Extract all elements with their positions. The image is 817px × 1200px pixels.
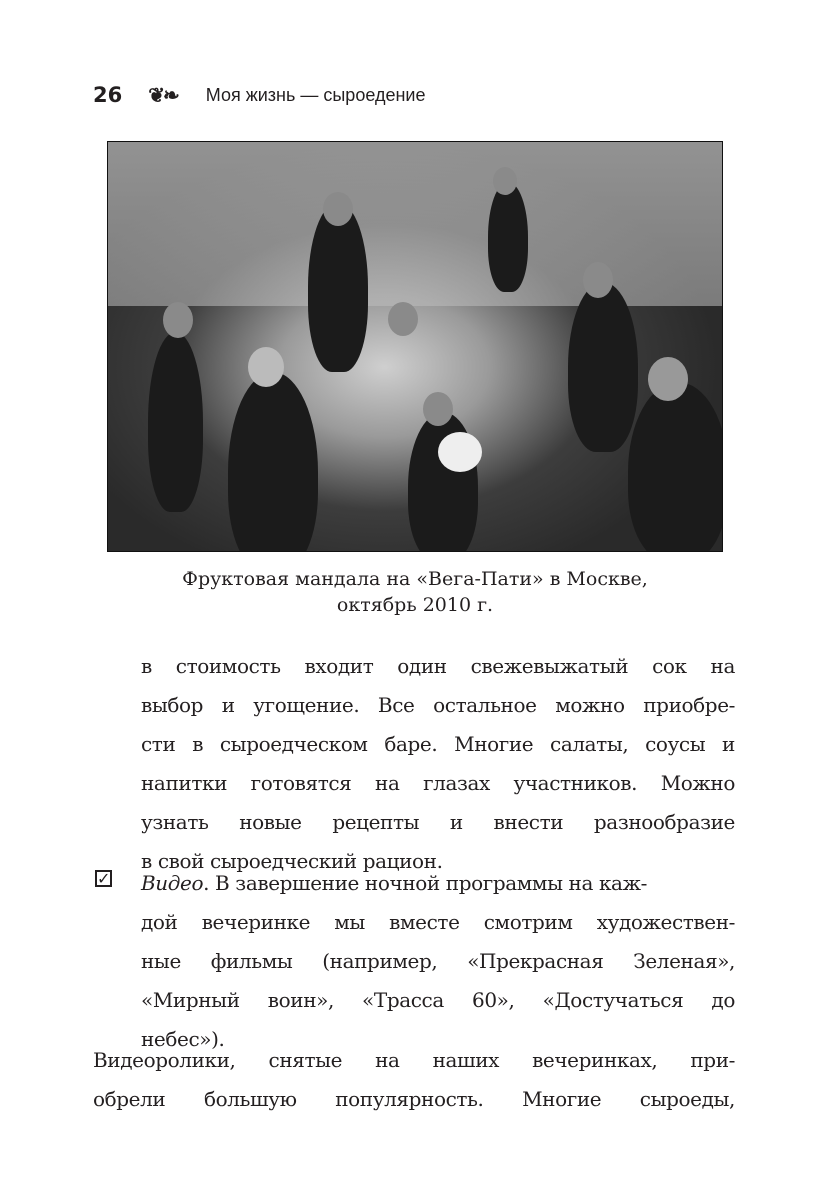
text-line: напитки готовятся на глазах участников. Можно [141, 771, 735, 795]
figure-caption [107, 566, 723, 618]
text-line: «Мирный воин», «Трасса 60», «Достучаться до [141, 988, 735, 1012]
page-number: 26 [93, 83, 123, 107]
text-line: в стоимость входит один свежевыжатый сок на [141, 654, 735, 678]
text-line: небес»). [141, 1027, 225, 1051]
photo-fruit-mandala-party [107, 141, 723, 552]
text-line: дой вечеринке мы вместе смотрим художествен- [141, 910, 735, 934]
caption-line: октябрь 2010 г. [336, 594, 494, 616]
text-line: в свой сыроедческий рацион. [141, 849, 443, 873]
ornament-icon: ❦❧ [148, 83, 178, 107]
text-line: выбор и угощение. Все остальное можно приобре- [141, 693, 735, 717]
running-header [93, 80, 425, 110]
bullet-video [141, 864, 735, 1059]
text-line: Видеоролики, снятые на наших вечеринках, при- [93, 1048, 735, 1072]
running-title: Моя жизнь — сыроедение [205, 84, 426, 105]
checkbox-checked-icon: ✓ [97, 869, 111, 888]
text-line: ные фильмы (например, «Прекрасная Зеленая», [141, 949, 735, 973]
paragraph-2 [93, 1041, 735, 1119]
text-line: узнать новые рецепты и внести разнообразие [141, 810, 735, 834]
paragraph-1 [141, 647, 735, 881]
caption-line: Фруктовая мандала на «Вега-Пати» в Москве, [182, 568, 648, 590]
text-line: сти в сыроедческом баре. Многие салаты, соусы и [141, 732, 735, 756]
bullet-lead: Видео [141, 871, 204, 895]
text-line: обрели большую популярность. Многие сыроеды, [93, 1087, 735, 1111]
text-line: . В завершение ночной программы на каж- [203, 871, 647, 895]
